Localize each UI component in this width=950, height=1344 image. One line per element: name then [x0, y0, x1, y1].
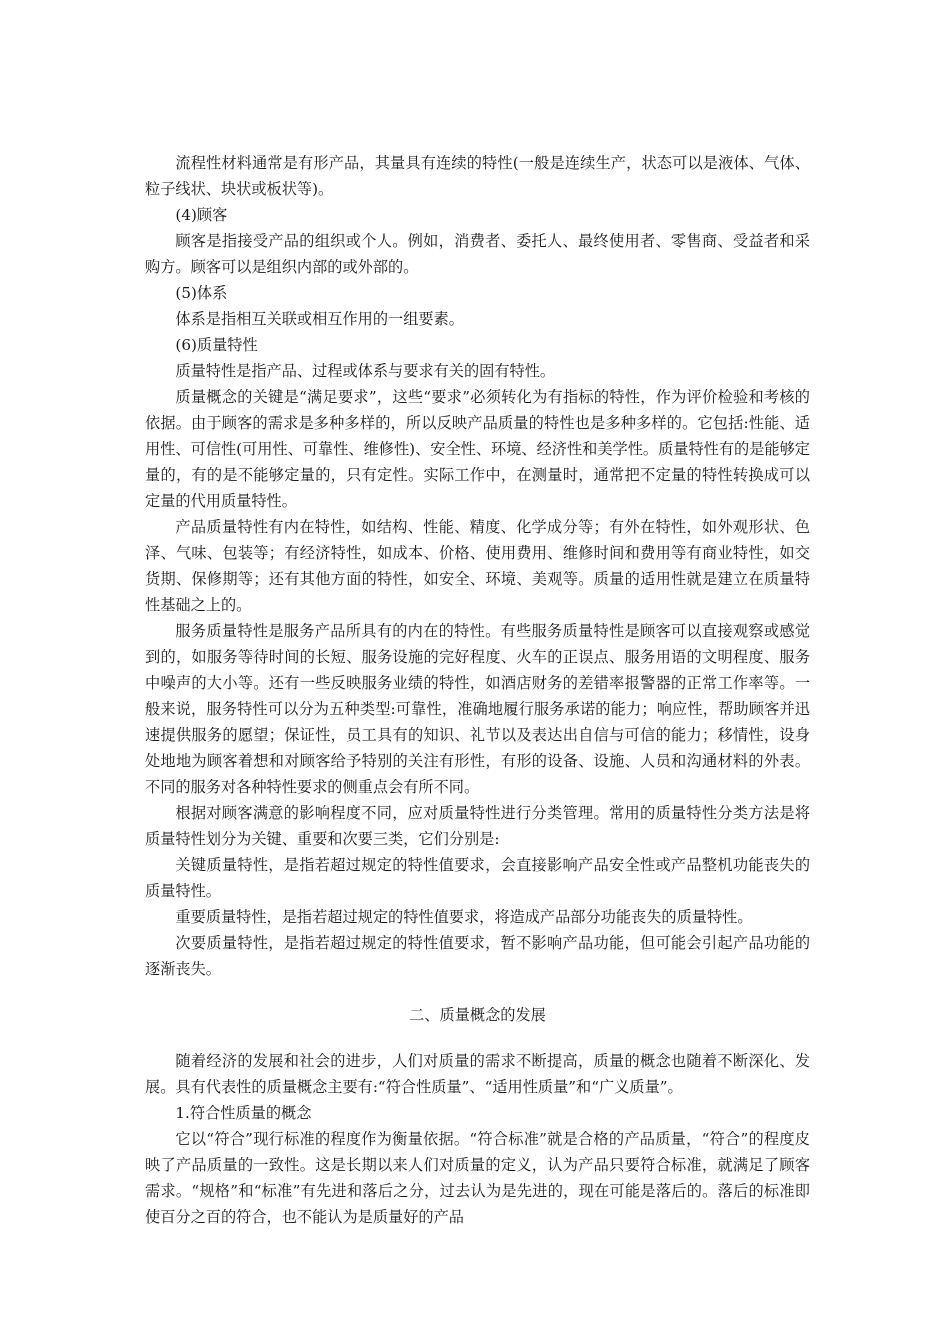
paragraph: 产品质量特性有内在特性，如结构、性能、精度、化学成分等；有外在特性，如外观形状、色泽、气味、包装等；有经济特性，如成本、价格、使用费用、维修时间和费用等有商业特性，如交货期、保修期等；还有其他方面的特性，如安全、环境、美观等。质量的适用性就是建立在质量特性基础之上的。	[145, 518, 810, 614]
body-text-part-1	[145, 150, 810, 982]
subheading-quality-characteristics: (6)质量特性	[175, 336, 258, 354]
paragraph: 重要质量特性，是指若超过规定的特性值要求，将造成产品部分功能丧失的质量特性。	[175, 908, 753, 926]
paragraph: 质量特性是指产品、过程或体系与要求有关的固有特性。	[175, 362, 556, 380]
subheading-conformance-quality: 1.符合性质量的概念	[175, 1104, 312, 1122]
paragraph: 体系是指相互关联或相互作用的一组要素。	[175, 310, 464, 328]
paragraph: 随着经济的发展和社会的进步，人们对质量的需求不断提高，质量的概念也随着不断深化、发展。具有代表性的质量概念主要有:“符合性质量”、“适用性质量”和“广义质量”。	[145, 1052, 810, 1096]
paragraph: 流程性材料通常是有形产品，其量具有连续的特性(一般是连续生产，状态可以是液体、气体、粒子线状、块状或板状等)。	[145, 154, 810, 198]
paragraph: 次要质量特性，是指若超过规定的特性值要求，暂不影响产品功能，但可能会引起产品功能的逐渐丧失。	[145, 934, 810, 978]
paragraph: 关键质量特性，是指若超过规定的特性值要求，会直接影响产品安全性或产品整机功能丧失的质量特性。	[145, 856, 810, 900]
subheading-system: (5)体系	[175, 284, 228, 302]
paragraph: 根据对顾客满意的影响程度不同，应对质量特性进行分类管理。常用的质量特性分类方法是将质量特性划分为关键、重要和次要三类，它们分别是:	[145, 804, 810, 848]
paragraph: 它以“符合”现行标准的程度作为衡量依据。“符合标准”就是合格的产品质量，“符合”的程度皮映了产品质量的一致性。这是长期以来人们对质量的定义，认为产品只要符合标准，就满足了顾客需求。“规格”和“标准”有先进和落后之分，过去认为是先进的，现在可能是落后的。落后的标准即使百分之百的符合，也不能认为是质量好的产品	[145, 1130, 810, 1226]
subheading-customer: (4)顾客	[175, 206, 228, 224]
paragraph: 服务质量特性是服务产品所具有的内在的特性。有些服务质量特性是顾客可以直接观察或感觉到的，如服务等待时间的长短、服务设施的完好程度、火车的正误点、服务用语的文明程度、服务中噪声的大小等。还有一些反映服务业绩的特性，如酒店财务的差错率报警器的正常工作率等。一般来说，服务特性可以分为五种类型:可靠性，准确地履行服务承诺的能力；响应性，帮助顾客并迅速提供服务的愿望；保证性，员工具有的知识、礼节以及表达出自信与可信的能力；移情性，设身处地地为顾客着想和对顾客给予特别的关注有形性，有形的设备、设施、人员和沟通材料的外表。不同的服务对各种特性要求的侧重点会有所不同。	[145, 622, 810, 796]
section-title: 二、质量概念的发展	[409, 1006, 546, 1024]
document-page	[145, 150, 810, 1230]
body-text-part-2	[145, 1048, 810, 1230]
paragraph: 质量概念的关键是“满足要求”，这些“要求”必须转化为有指标的特性，作为评价检验和考核的依据。由于顾客的需求是多种多样的，所以反映产品质量的特性也是多种多样的。它包括:性能、适用性、可信性(可用性、可靠性、维修性)、安全性、环境、经济性和美学性。质量特性有的是能够定量的，有的是不能够定量的，只有定性。实际工作中，在测量时，通常把不定量的特性转换成可以定量的代用质量特性。	[145, 388, 810, 510]
paragraph: 顾客是指接受产品的组织或个人。例如，消费者、委托人、最终使用者、零售商、受益者和采购方。顾客可以是组织内部的或外部的。	[145, 232, 810, 276]
